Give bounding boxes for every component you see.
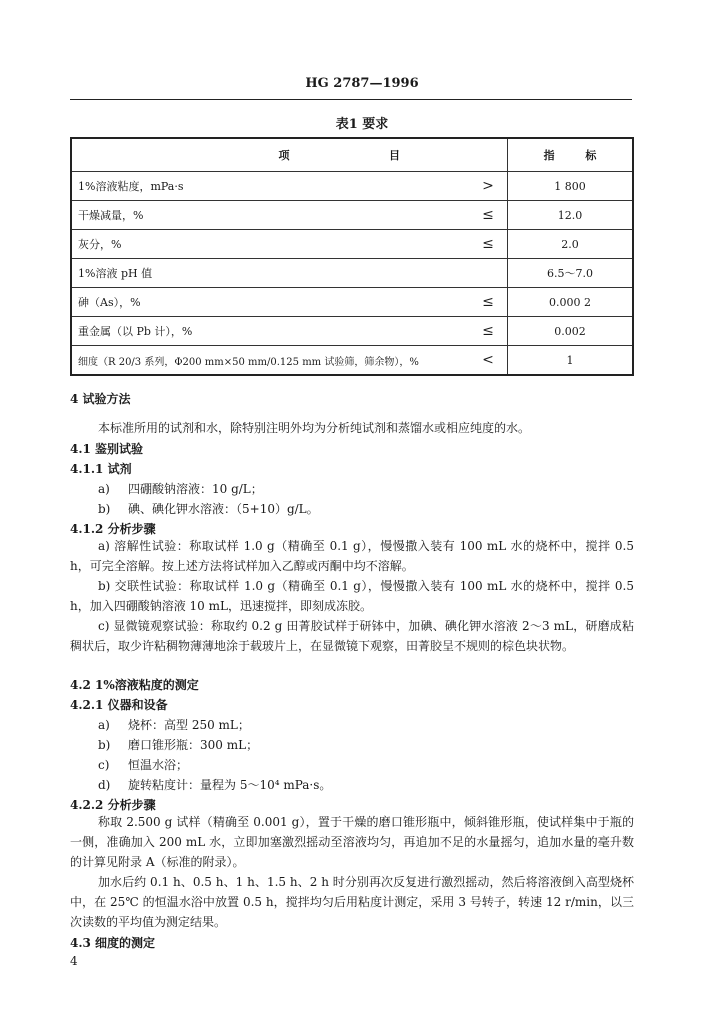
item-text: 旋转粘度计：量程为 5～10⁴ mPa·s。 [128,778,332,792]
section-4-1-2-heading: 4.1.2 分析步骤 [70,522,156,536]
row-value: 0.002 [508,317,634,346]
step-microscope: c) 显微镜观察试验：称取约 0.2 g 田菁胶试样于研钵中，加碘、碘化钾水溶液 2～3 mL，研磨成粘稠状后，取少许粘稠物薄薄地涂于载玻片上，在显微镜下观察，田菁胶呈不规则的棕色块状物。 [70,619,634,653]
row-symbol: ≤ [469,230,508,259]
table-caption: 表1 要求 [335,117,389,132]
row-symbol: > [469,172,508,201]
item-marker: a) [98,718,110,732]
section-4-1-heading: 4.1 鉴别试验 [70,442,144,456]
table-header-row [71,138,633,172]
row-name: 细度（R 20/3 系列，Φ200 mm×50 mm/0.125 mm 试验筛，筛余物），% [71,346,469,376]
requirements-table [70,137,634,376]
page-number: 4 [70,954,78,968]
item-text: 四硼酸钠溶液：10 g/L； [128,482,263,496]
table-row [71,230,633,259]
header-value-a: 指 [543,149,555,162]
header-item [71,138,508,172]
row-symbol: ≤ [469,288,508,317]
row-value: 1 [508,346,634,376]
section-4-heading: 4 试验方法 [70,392,131,406]
item-text: 烧杯：高型 250 mL； [128,718,250,732]
procedure-paragraph-1: 称取 2.500 g 试样（精确至 0.001 g），置于干燥的磨口锥形瓶中，倾斜锥形瓶，使试样集中于瓶的一侧，准确加入 200 mL 水，立即加塞激烈摇动至溶液均匀，再追加不足的水量摇匀，追加水量的毫升数的计算见附录 A（标准的附录）。 [70,815,634,869]
procedure-paragraph-2: 加水后约 0.1 h、0.5 h、1 h、1.5 h、2 h 时分别再次反复进行激烈摇动，然后将溶液倒入高型烧杯中，在 25℃ 的恒温水浴中放置 0.5 h，搅拌均匀后用粘度计测定，采用 3 号转子，转速 12 r/min，以三次读数的平均值为测定结果。 [70,875,634,929]
row-name: 灰分，% [71,230,469,259]
item-marker: b) [98,502,111,516]
section-4-2-1-heading: 4.2.1 仪器和设备 [70,698,168,712]
equipment-item [98,716,250,733]
item-text: 恒温水浴； [128,758,189,772]
item-marker: a) [98,482,110,496]
table-row [71,346,633,376]
equipment-item [98,756,188,773]
row-symbol: < [469,346,508,376]
standard-number-header: HG 2787—1996 [305,76,419,91]
step-crosslinking: b) 交联性试验：称取试样 1.0 g（精确至 0.1 g），慢慢撒入装有 100 mL 水的烧杯中，搅拌 0.5 h，加入四硼酸钠溶液 10 mL，迅速搅拌，即刻成冻胶。 [70,579,634,613]
section-4-1-1-heading: 4.1.1 试剂 [70,462,132,476]
item-text: 磨口锥形瓶：300 mL； [128,738,259,752]
header-value [508,138,634,172]
row-value: 6.5～7.0 [508,259,634,288]
row-value: 0.000 2 [508,288,634,317]
table-row [71,288,633,317]
header-item-a: 项 [278,149,290,162]
header-rule [70,99,632,100]
equipment-item [98,776,331,793]
row-name: 干燥减量，% [71,201,469,230]
item-text: 碘、碘化钾水溶液：（5+10）g/L。 [128,502,319,516]
reagent-item [98,480,263,497]
equipment-item [98,736,258,753]
item-marker: c) [98,758,110,772]
step-solubility: a) 溶解性试验：称取试样 1.0 g（精确至 0.1 g），慢慢撒入装有 100 mL 水的烧杯中，搅拌 0.5 h，可完全溶解。按上述方法将试样加入乙醇或丙酮中均不溶解。 [70,539,634,573]
row-name: 重金属（以 Pb 计），% [71,317,469,346]
header-item-b: 目 [389,149,400,162]
row-value: 1 800 [508,172,634,201]
header-value-b: 标 [585,149,597,162]
table-row [71,259,633,288]
row-name: 砷（As），% [71,288,469,317]
section-4-2-heading: 4.2 1%溶液粘度的测定 [70,678,199,692]
reagent-item [98,500,319,517]
table-row [71,172,633,201]
table-row [71,201,633,230]
row-value: 2.0 [508,230,634,259]
item-marker: d) [98,778,111,792]
row-name: 1%溶液 pH 值 [71,259,469,288]
row-symbol [469,259,508,288]
row-symbol: ≤ [469,317,508,346]
row-value: 12.0 [508,201,634,230]
section-4-3-heading: 4.3 细度的测定 [70,936,156,950]
section-4-2-2-heading: 4.2.2 分析步骤 [70,798,156,812]
row-symbol: ≤ [469,201,508,230]
table-row [71,317,633,346]
row-name: 1%溶液粘度，mPa·s [71,172,469,201]
item-marker: b) [98,738,111,752]
section-4-intro: 本标准所用的试剂和水，除特别注明外均为分析纯试剂和蒸馏水或相应纯度的水。 [98,421,531,435]
